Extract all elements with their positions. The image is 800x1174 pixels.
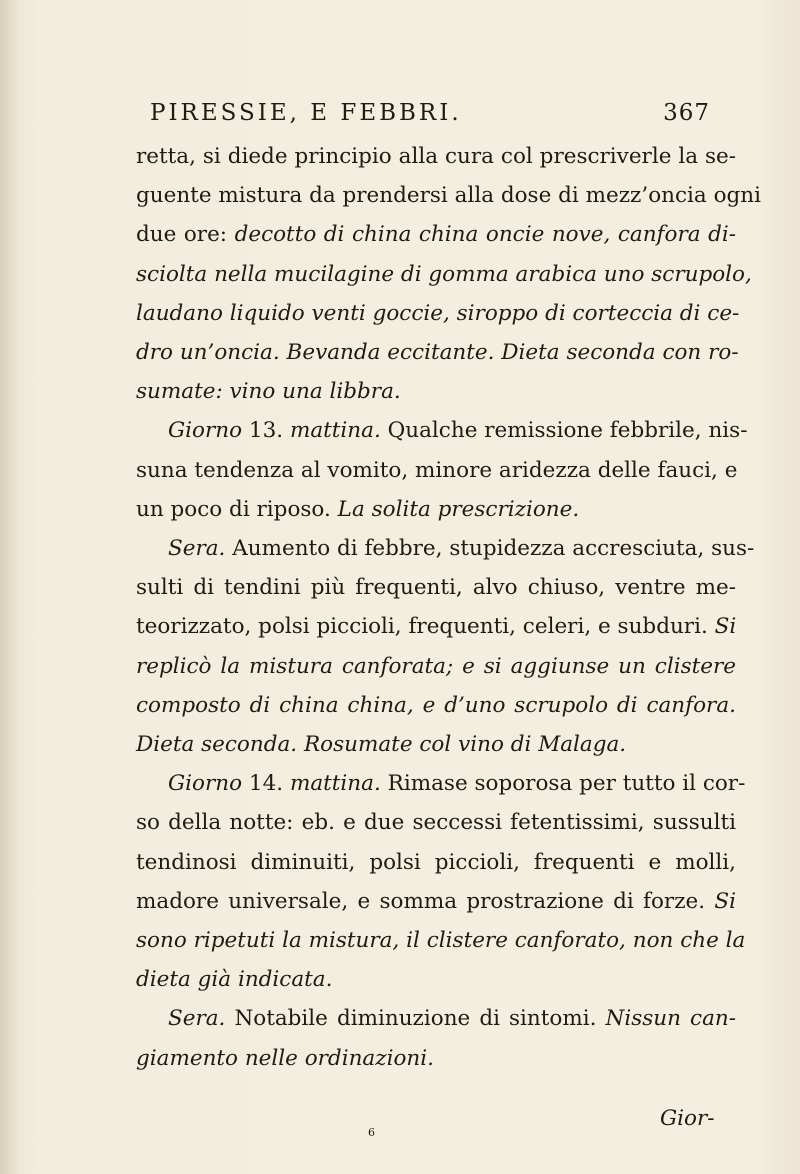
- text-line: [136, 921, 746, 960]
- page-header: [150, 100, 710, 140]
- roman-text: Qualche remissione febbrile, nis-: [387, 418, 748, 444]
- roman-text: 13.: [248, 418, 290, 444]
- text-line: [136, 999, 736, 1038]
- italic-text: Dieta seconda. Rosumate col vino di Malaga.: [136, 732, 627, 758]
- text-line: [136, 333, 739, 372]
- italic-text: Giorno: [168, 771, 249, 797]
- italic-text: dro un’oncia. Bevanda eccitante. Dieta seconda con ro-: [136, 340, 739, 366]
- text-line: [136, 568, 736, 607]
- text-line: [136, 686, 736, 725]
- text-line: [136, 725, 736, 764]
- italic-text: La solita prescrizione.: [337, 496, 580, 522]
- italic-text: Si: [714, 614, 737, 640]
- text-line: [136, 490, 736, 529]
- text-line: [136, 451, 736, 490]
- roman-text: un poco di riposo.: [136, 496, 338, 522]
- roman-text: retta, si diede principio alla cura col prescriverle la se-: [136, 144, 736, 169]
- text-line: [136, 255, 752, 294]
- text-line: [136, 1039, 736, 1078]
- roman-text: 14.: [248, 771, 290, 797]
- italic-text: decotto di china china oncie nove, canfora di-: [234, 222, 736, 248]
- roman-text: teorizzato, polsi piccioli, frequenti, celeri, e subduri.: [136, 614, 715, 640]
- roman-text: Notabile diminuzione di sintomi.: [234, 1006, 606, 1032]
- italic-text: Sera.: [168, 536, 233, 562]
- text-line: [136, 529, 755, 568]
- text-line: [136, 372, 736, 411]
- text-line: [136, 215, 736, 254]
- text-line: [136, 137, 736, 176]
- italic-text: Si: [714, 888, 736, 914]
- roman-text: suna tendenza al vomito, minore aridezza delle fauci, e: [136, 457, 738, 483]
- italic-text: Sera.: [168, 1006, 235, 1032]
- italic-text: Nissun can-: [605, 1006, 737, 1032]
- italic-text: laudano liquido venti goccie, siroppo di corteccia di ce-: [136, 300, 740, 326]
- italic-text: composto di china china, e d’uno scrupolo di canfora.: [136, 692, 736, 718]
- italic-text: giamento nelle ordinazioni.: [136, 1045, 434, 1071]
- text-line: [136, 764, 746, 803]
- text-line: [136, 607, 736, 646]
- gutter-shadow: [0, 0, 18, 1174]
- page-number: 367: [663, 100, 710, 126]
- text-line: [136, 176, 762, 215]
- roman-text: madore universale, e somma prostrazione di forze.: [136, 888, 715, 914]
- italic-text: replicò la mistura canforata; e si aggiunse un clistere: [136, 653, 736, 679]
- roman-text: so della notte: eb. e due seccessi fetentissimi, sussulti: [136, 810, 736, 836]
- italic-text: mattina.: [289, 771, 388, 797]
- body-text: [136, 137, 762, 1078]
- italic-text: sumate: vino una libbra.: [136, 379, 401, 405]
- italic-text: Giorno: [168, 418, 249, 444]
- text-line: [136, 411, 748, 450]
- roman-text: tendinosi diminuiti, polsi piccioli, frequenti e molli,: [136, 849, 736, 875]
- roman-text: due ore:: [136, 222, 235, 248]
- text-line: [136, 960, 736, 999]
- italic-text: mattina.: [289, 418, 388, 444]
- italic-text: sono ripetuti la mistura, il clistere canforato, non che la: [136, 928, 746, 954]
- text-line: [136, 294, 740, 333]
- running-head: PIRESSIE, E FEBBRI.: [150, 100, 462, 126]
- text-line: [136, 647, 736, 686]
- italic-text: sciolta nella mucilagine di gomma arabica uno scrupolo,: [136, 261, 752, 287]
- roman-text: guente mistura da prendersi alla dose di mezz’oncia ogni: [136, 183, 762, 209]
- roman-text: sulti di tendini più frequenti, alvo chiuso, ventre me-: [136, 575, 736, 601]
- italic-text: dieta già indicata.: [136, 967, 333, 993]
- text-line: [136, 843, 736, 882]
- catchword: Gior-: [660, 1106, 715, 1131]
- roman-text: Rimase soporosa per tutto il cor-: [387, 771, 746, 797]
- text-line: [136, 882, 736, 921]
- roman-text: Aumento di febbre, stupidezza accresciuta, sus-: [232, 536, 755, 562]
- text-line: [136, 803, 736, 842]
- signature-mark: 6: [368, 1126, 375, 1139]
